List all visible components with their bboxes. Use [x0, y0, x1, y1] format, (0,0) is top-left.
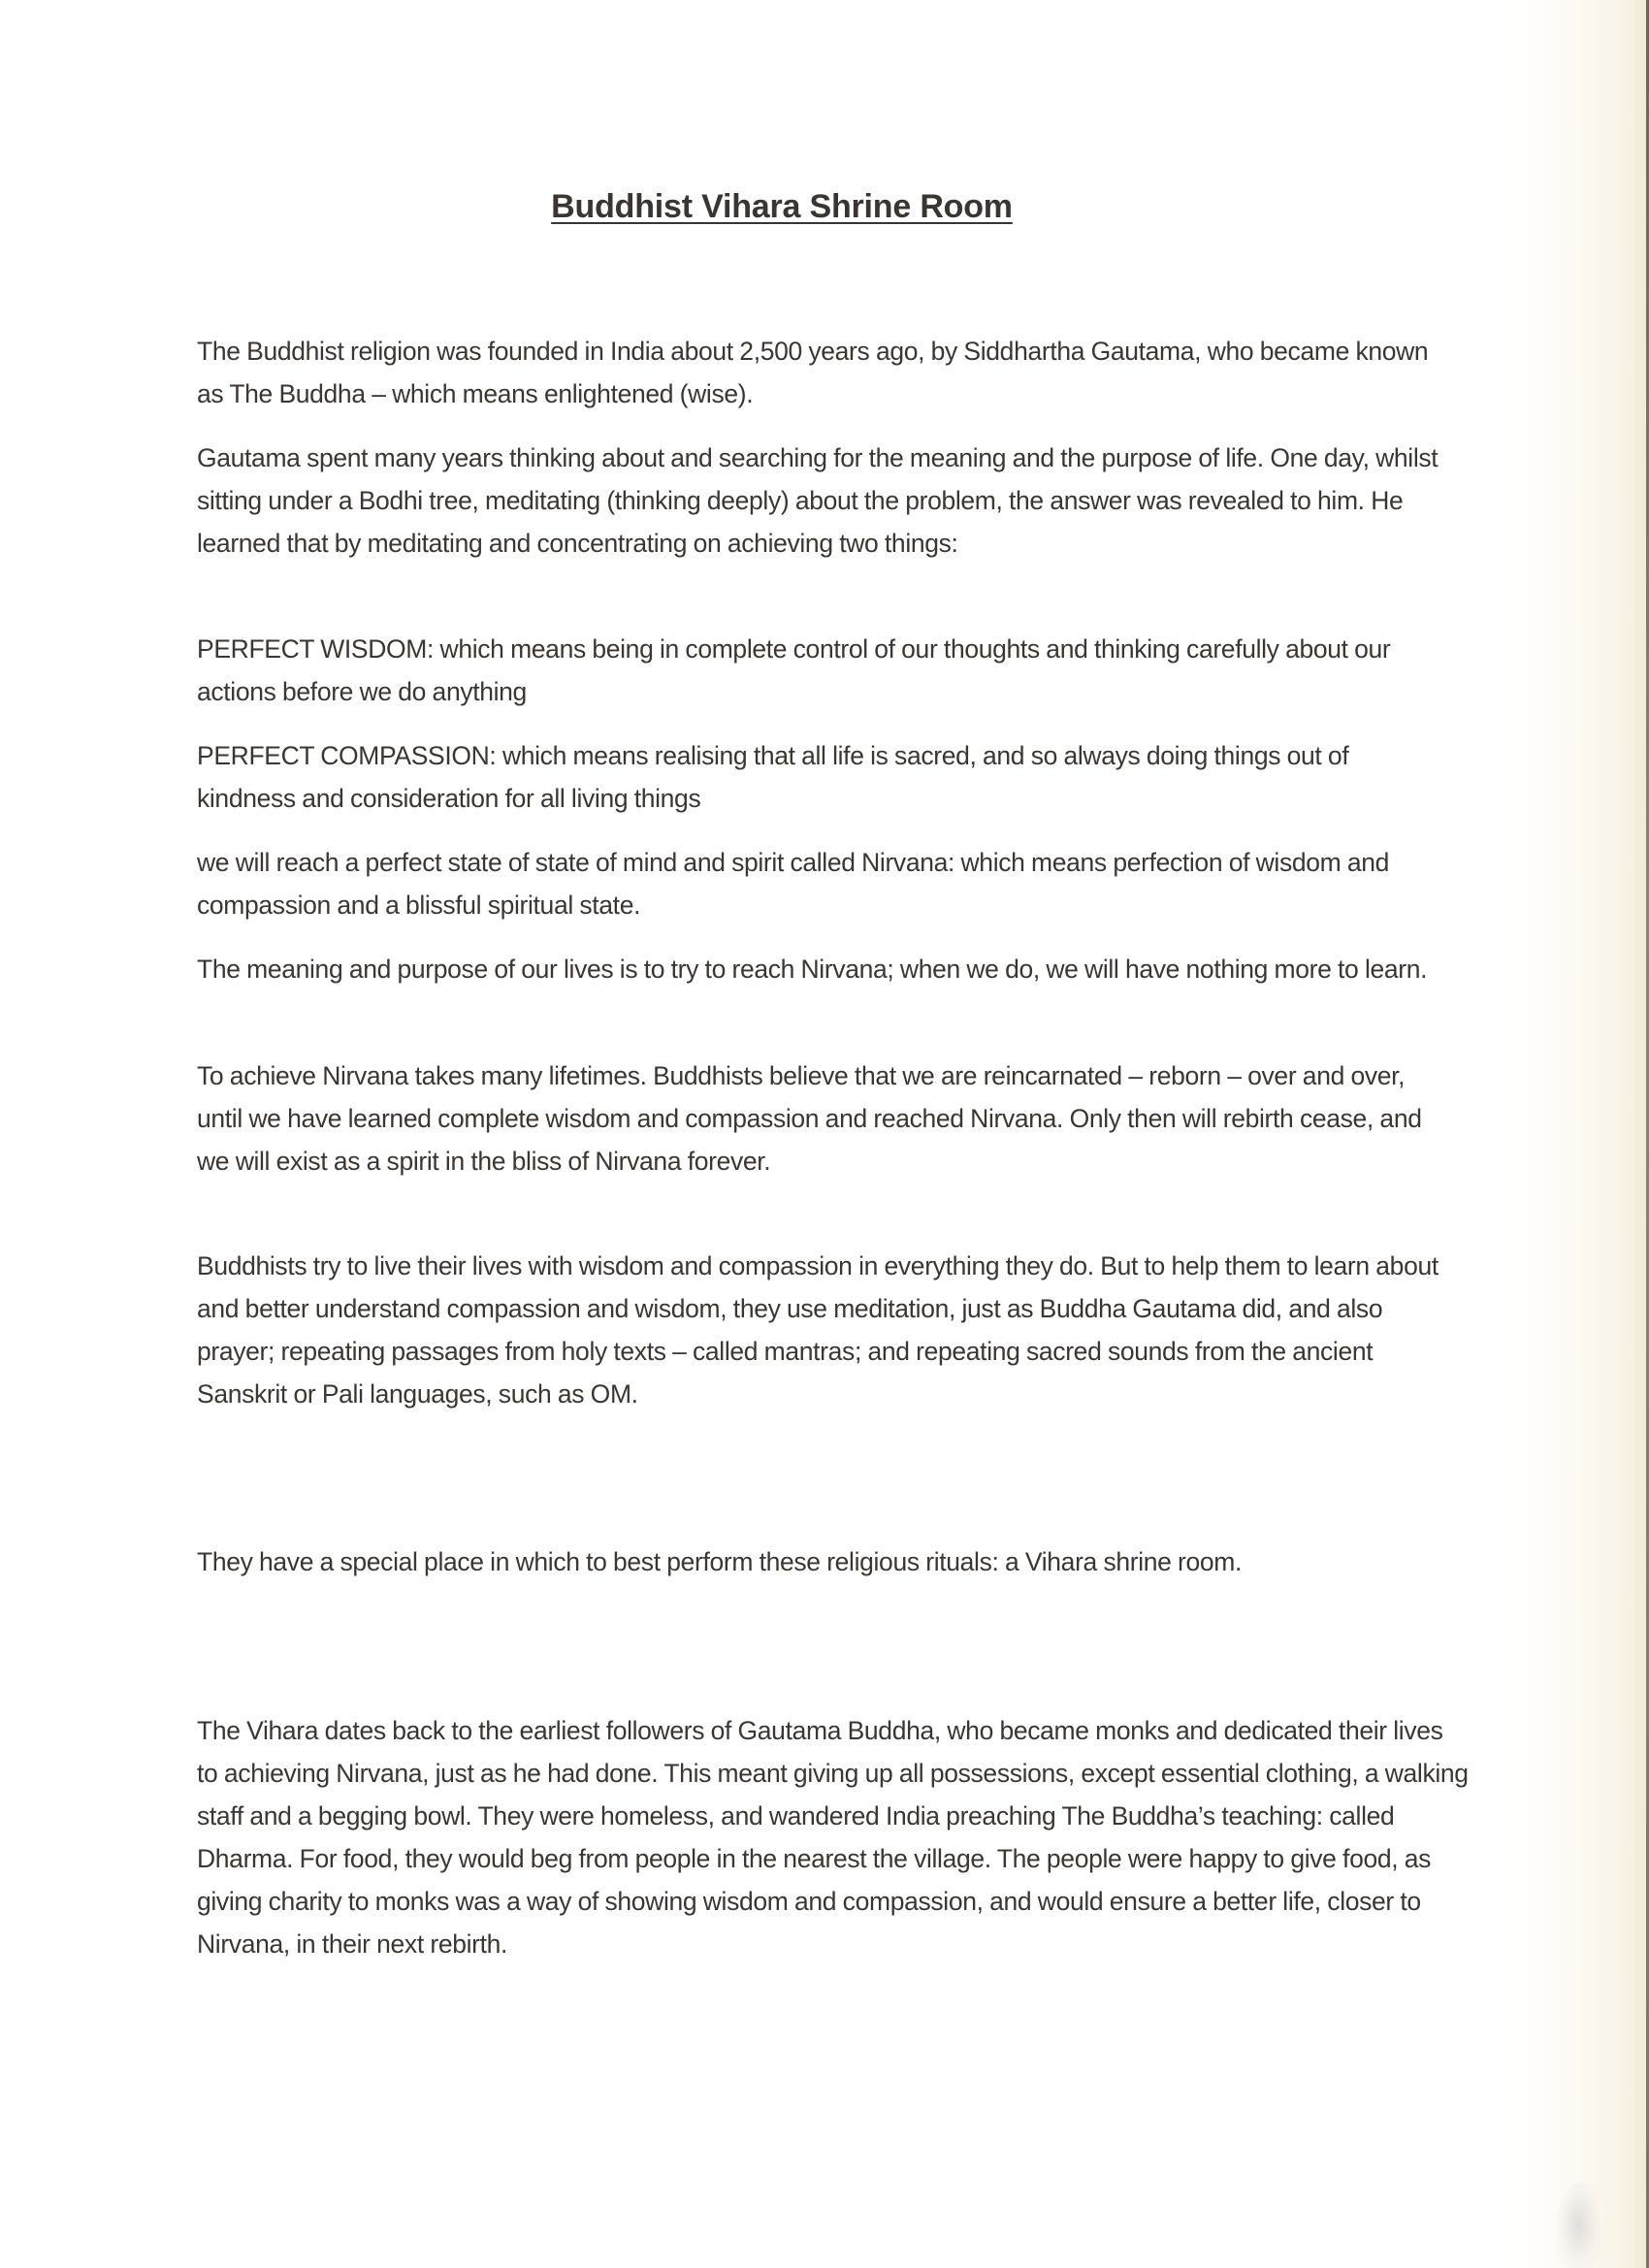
- paragraph-meaning-purpose: The meaning and purpose of our lives is to try to reach Nirvana; when we do, we will have nothing more to learn.: [197, 955, 1428, 984]
- paragraph-perfect-compassion: PERFECT COMPASSION: which means realising that all life is sacred, and so always doing things out of kindness and consideration for all living things: [197, 741, 1349, 813]
- paragraph-practices: Buddhists try to live their lives with wisdom and compassion in everything they do. But to help them to learn about and better understand compassion and wisdom, they use meditation, just as Buddha Gautama did, and also prayer; repeating passages from holy texts – called mantras; and repeating sacred sounds from the ancient Sanskrit or Pali languages, such as OM.: [197, 1251, 1439, 1409]
- paragraph-nirvana-definition: we will reach a perfect state of state of mind and spirit called Nirvana: which means perfection of wisdom and compassion and a blissful spiritual state.: [197, 848, 1390, 920]
- paragraph-intro: The Buddhist religion was founded in India about 2,500 years ago, by Siddhartha Gautama, who became known as The Buddha – which means enlightened (wise).: [197, 337, 1429, 408]
- paragraph-perfect-wisdom: PERFECT WISDOM: which means being in complete control of our thoughts and thinking carefully about our actions before we do anything: [197, 634, 1391, 706]
- paragraph-vihara-history: The Vihara dates back to the earliest followers of Gautama Buddha, who became monks and dedicated their lives to achieving Nirvana, just as he had done. This meant giving up all possessions, except essential clothing, a walking staff and a begging bowl. They were homeless, and wandered India preaching The Buddha’s teaching: called Dharma. For food, they would beg from people in the nearest the village. The people were happy to give food, as giving charity to monks was a way of showing wisdom and compassion, and would ensure a better life, closer to Nirvana, in their next rebirth.: [197, 1716, 1469, 1959]
- document-title: Buddhist Vihara Shrine Room: [551, 188, 1013, 225]
- paragraph-reincarnation: To achieve Nirvana takes many lifetimes. Buddhists believe that we are reincarnated – reborn – over and over, until we have learned complete wisdom and compassion and reached Nirvana. Only then will rebirth cease, and we will exist as a spirit in the bliss of Nirvana forever.: [197, 1061, 1422, 1176]
- scan-smudge: [1557, 2183, 1600, 2268]
- paragraph-bodhi-tree: Gautama spent many years thinking about and searching for the meaning and the purpose of life. One day, whilst sitting under a Bodhi tree, meditating (thinking deeply) about the problem, the answer was revealed to him. He learned that by meditating and concentrating on achieving two things:: [197, 443, 1439, 558]
- paragraph-special-place: They have a special place in which to best perform these religious rituals: a Vihara shrine room.: [197, 1547, 1243, 1576]
